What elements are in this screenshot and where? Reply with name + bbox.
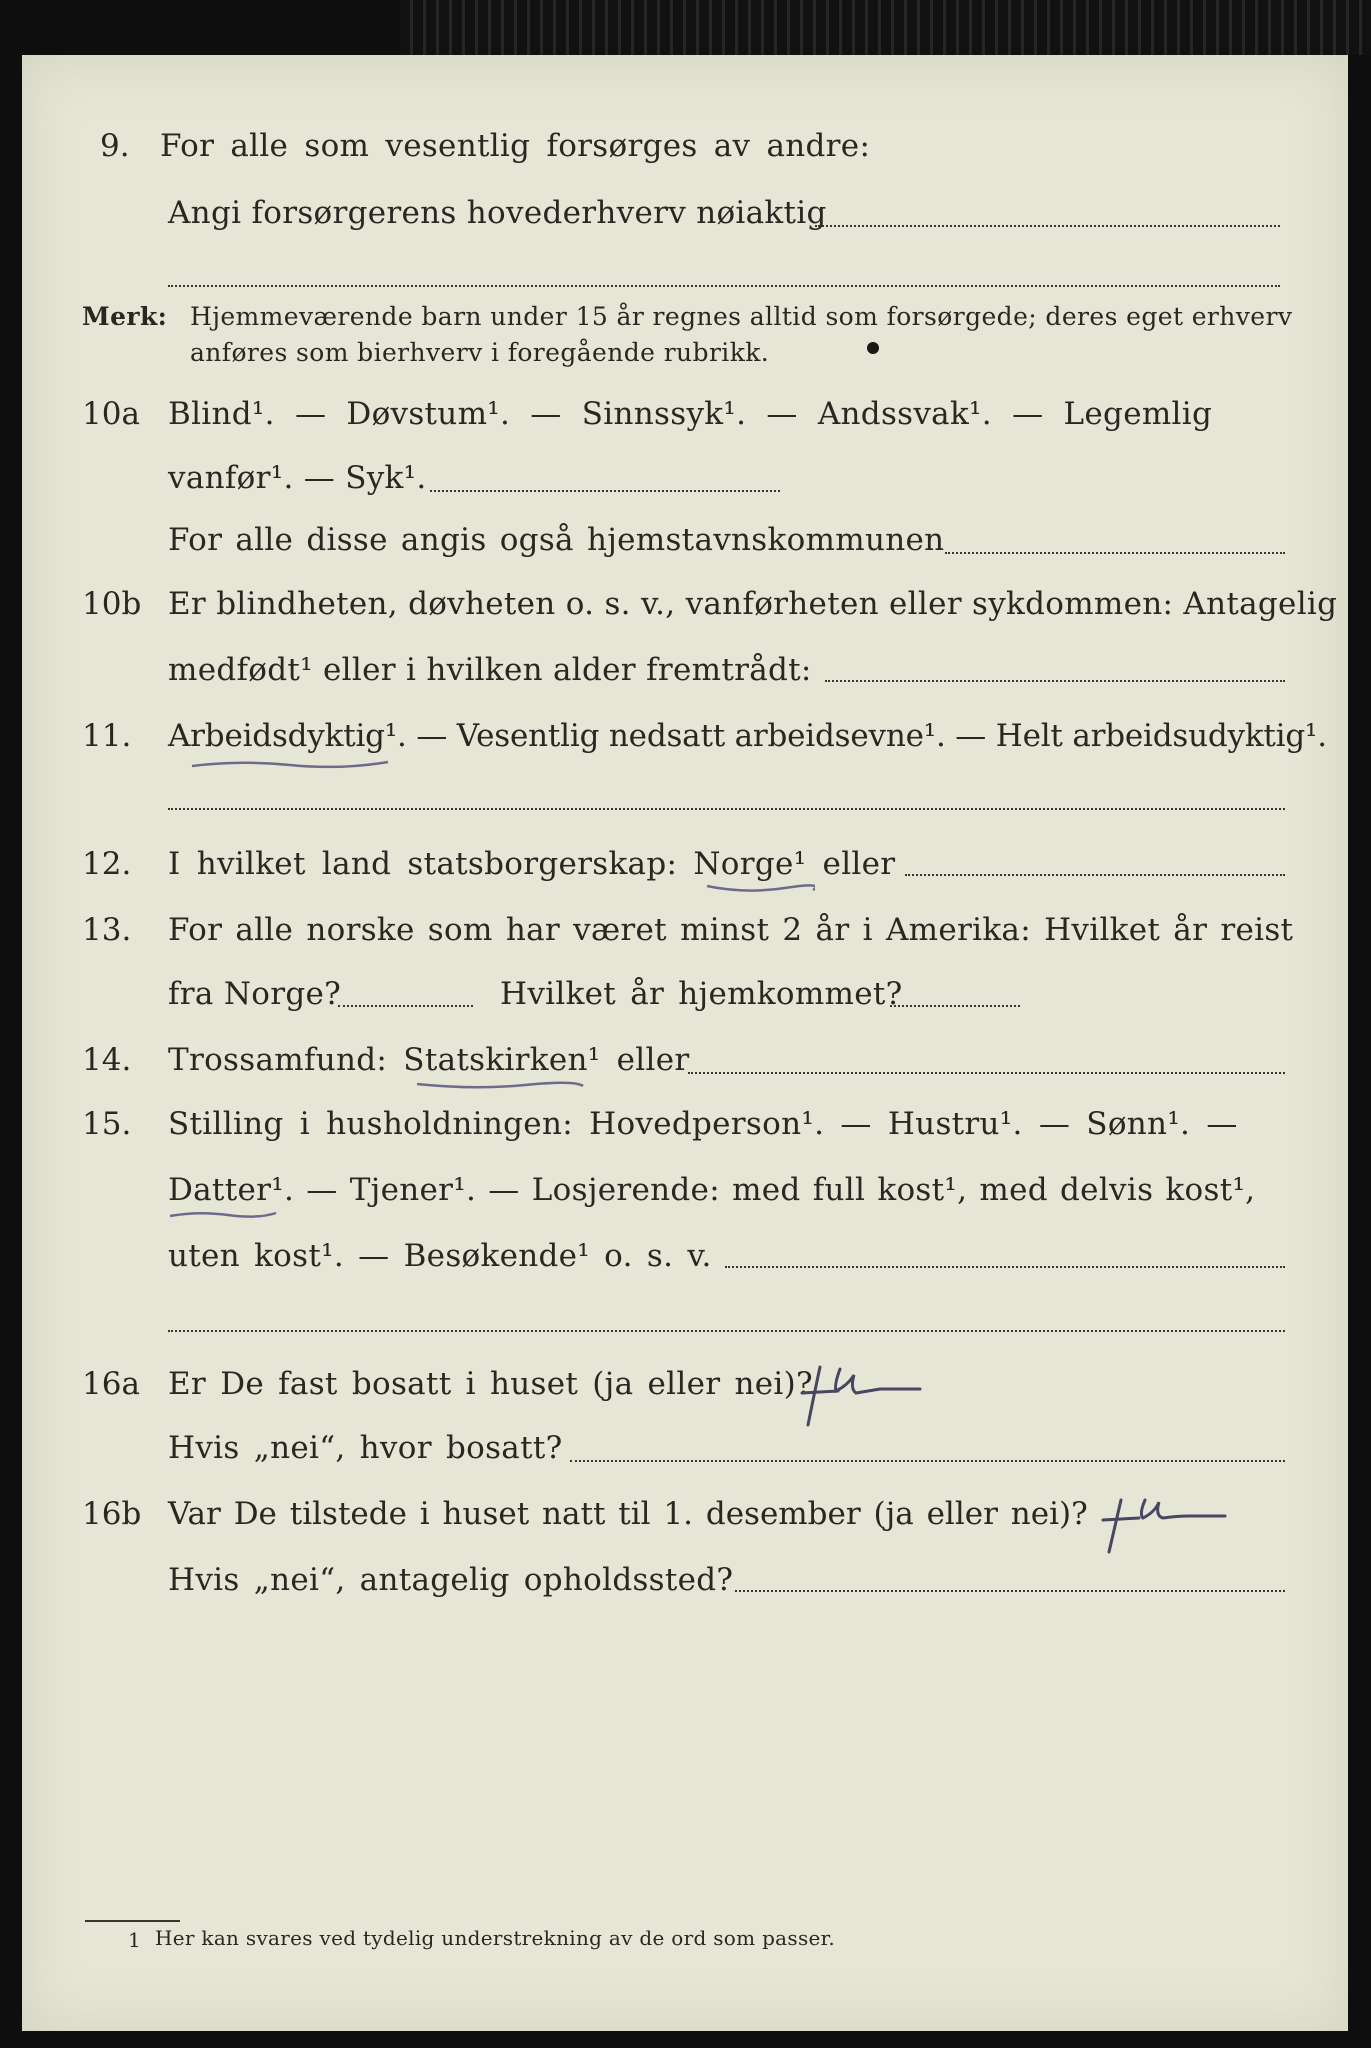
q15-text-line2: Datter¹. — Tjener¹. — Losjerende: med full kost¹, med delvis kost¹,	[168, 1172, 1256, 1208]
q13-text-line2a: fra Norge?	[168, 976, 342, 1012]
q10a-answer-line-2	[945, 552, 1285, 554]
q15-number: 15.	[82, 1106, 132, 1142]
q13-text-line2b: Hvilket år hjemkommet?	[500, 976, 903, 1012]
q9-text-line1: For alle som vesentlig forsørges av andre:	[160, 128, 871, 164]
q14-answer-line	[688, 1072, 1285, 1074]
handwritten-underline-statskirken	[415, 1078, 585, 1092]
q16a-text-line1: Er De fast bosatt i huset (ja eller nei)?	[168, 1366, 813, 1402]
q12-answer-line	[905, 874, 1285, 876]
q12-text-line1: I hvilket land statsborgerskap: Norge¹ eller	[168, 846, 896, 882]
q10a-text-line2: vanfør¹. — Syk¹.	[168, 460, 427, 496]
q16a-text-line2: Hvis „nei“, hvor bosatt?	[168, 1430, 563, 1466]
merk-text-line1: Hjemmeværende barn under 15 år regnes alltid som forsørgede; deres eget erhverv	[190, 302, 1293, 331]
q15-text-line3: uten kost¹. — Besøkende¹ o. s. v.	[168, 1238, 712, 1274]
handwritten-underline-datter	[168, 1208, 278, 1222]
q9-answer-line	[815, 225, 1280, 227]
q15-answer-line	[725, 1266, 1285, 1268]
q10a-text-line3: For alle disse angis også hjemstavnskommunen	[168, 522, 945, 558]
handwritten-underline-norge	[705, 880, 815, 896]
q10b-answer-line	[825, 680, 1285, 682]
q14-text-line1: Trossamfund: Statskirken¹ eller	[168, 1042, 690, 1078]
handwritten-answer-ja	[780, 1355, 930, 1440]
q13-answer-line-a	[338, 1005, 473, 1007]
handwritten-answer-ja-2	[1085, 1490, 1235, 1565]
q10a-number: 10a	[82, 396, 140, 432]
q11-answer-line	[168, 808, 1285, 810]
q12-number: 12.	[82, 846, 132, 882]
q10b-text-line2: medfødt¹ eller i hvilken alder fremtrådt:	[168, 652, 812, 688]
q13-text-line1: For alle norske som har været minst 2 år i Amerika: Hvilket år reist	[168, 912, 1294, 948]
q10b-number: 10b	[82, 586, 142, 622]
q14-number: 14.	[82, 1042, 132, 1078]
q16a-number: 16a	[82, 1366, 140, 1402]
handwritten-underline-arbeidsdyktig	[190, 756, 390, 772]
q13-number: 13.	[82, 912, 132, 948]
q16b-text-line1: Var De tilstede i huset natt til 1. desember (ja eller nei)?	[168, 1496, 1088, 1532]
ink-dot	[867, 342, 879, 354]
q10a-text-line1: Blind¹. — Døvstum¹. — Sinnssyk¹. — Andssvak¹. — Legemlig	[168, 396, 1213, 432]
q9-text-line2: Angi forsørgerens hovederhverv nøiaktig	[168, 195, 827, 231]
footnote-rule	[85, 1920, 180, 1922]
q16b-answer-line	[735, 1590, 1285, 1592]
q11-text-line1: Arbeidsdyktig¹. — Vesentlig nedsatt arbeidsevne¹. — Helt arbeidsudyktig¹.	[168, 718, 1327, 754]
q9-answer-line-2	[168, 285, 1280, 287]
q13-answer-line-b	[890, 1005, 1020, 1007]
footnote-text: Her kan svares ved tydelig understrekning av de ord som passer.	[155, 1926, 835, 1950]
q16b-number: 16b	[82, 1496, 142, 1532]
q16a-answer-line	[570, 1460, 1285, 1462]
merk-text-line2: anføres som bierhverv i foregående rubrikk.	[190, 338, 770, 367]
q10a-answer-line	[430, 490, 780, 492]
q16b-text-line2: Hvis „nei“, antagelig opholdssted?	[168, 1562, 734, 1598]
merk-label: Merk:	[82, 302, 168, 331]
q15-answer-line-2	[168, 1330, 1285, 1332]
footnote-mark: 1	[128, 1928, 142, 1952]
q9-number: 9.	[100, 128, 130, 164]
q10b-text-line1: Er blindheten, døvheten o. s. v., vanførheten eller sykdommen: Antagelig	[168, 586, 1338, 622]
scan-top-edge	[400, 0, 1371, 55]
q11-number: 11.	[82, 718, 132, 754]
q15-text-line1: Stilling i husholdningen: Hovedperson¹. — Hustru¹. — Sønn¹. —	[168, 1106, 1238, 1142]
